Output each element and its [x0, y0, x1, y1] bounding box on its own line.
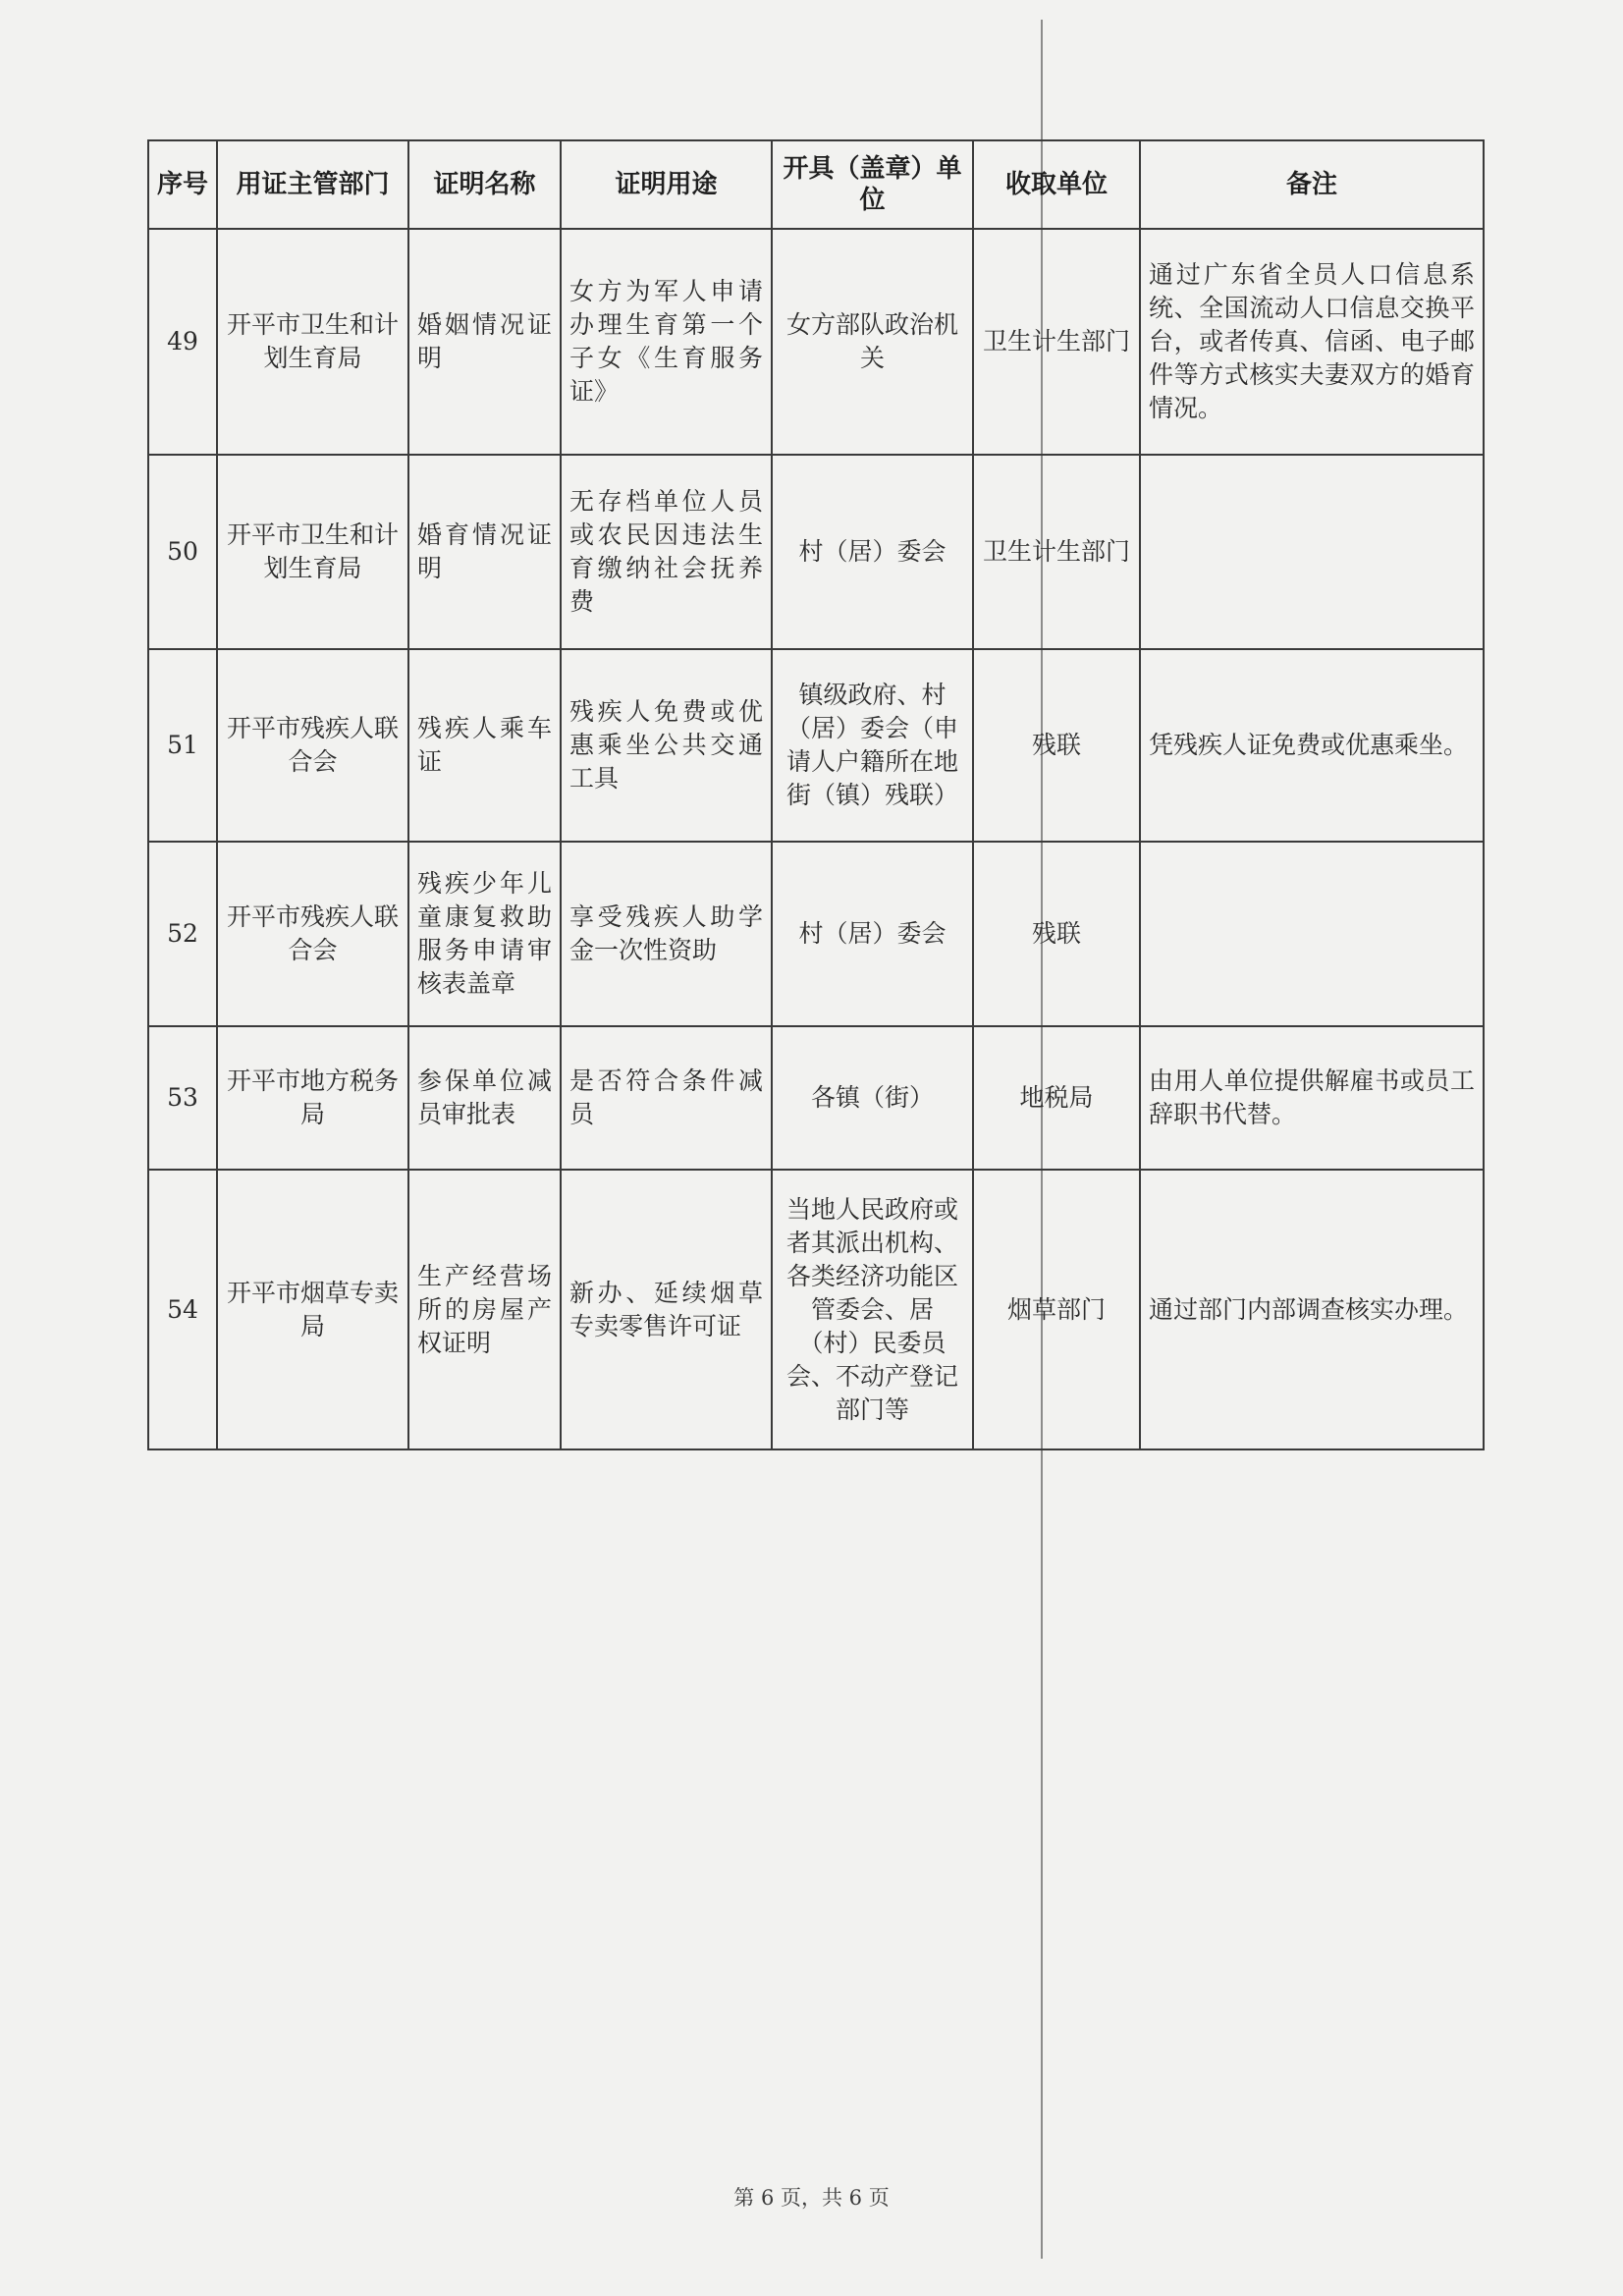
row-cert-use: 女方为军人申请办理生育第一个子女《生育服务证》 [561, 229, 772, 455]
row-collector: 残联 [973, 649, 1140, 842]
header-dept: 用证主管部门 [217, 140, 408, 229]
header-name: 证明名称 [408, 140, 561, 229]
row-cert-use: 是否符合条件减员 [561, 1026, 772, 1170]
row-cert-name: 残疾人乘车证 [408, 649, 561, 842]
row-note: 通过广东省全员人口信息系统、全国流动人口信息交换平台，或者传真、信函、电子邮件等方式核实夫妻双方的婚育情况。 [1140, 229, 1484, 455]
table-row [148, 649, 1484, 842]
row-num: 54 [148, 1170, 217, 1449]
table-row [148, 455, 1484, 649]
row-note: 由用人单位提供解雇书或员工辞职书代替。 [1140, 1026, 1484, 1170]
row-note [1140, 455, 1484, 649]
row-num: 50 [148, 455, 217, 649]
table-header-row [148, 140, 1484, 229]
table-row [148, 229, 1484, 455]
row-issuer: 当地人民政府或者其派出机构、各类经济功能区管委会、居（村）民委员会、不动产登记部门等 [772, 1170, 973, 1449]
header-collector: 收取单位 [973, 140, 1140, 229]
row-collector: 卫生计生部门 [973, 455, 1140, 649]
header-issuer: 开具（盖章）单位 [772, 140, 973, 229]
row-dept: 开平市残疾人联合会 [217, 842, 408, 1026]
certificate-table [147, 139, 1485, 1450]
row-num: 52 [148, 842, 217, 1026]
header-note: 备注 [1140, 140, 1484, 229]
row-collector: 残联 [973, 842, 1140, 1026]
row-dept: 开平市残疾人联合会 [217, 649, 408, 842]
row-collector: 地税局 [973, 1026, 1140, 1170]
row-dept: 开平市地方税务局 [217, 1026, 408, 1170]
row-issuer: 村（居）委会 [772, 455, 973, 649]
row-cert-name: 参保单位减员审批表 [408, 1026, 561, 1170]
row-cert-name: 婚姻情况证明 [408, 229, 561, 455]
row-note: 通过部门内部调查核实办理。 [1140, 1170, 1484, 1449]
row-issuer: 女方部队政治机关 [772, 229, 973, 455]
row-num: 53 [148, 1026, 217, 1170]
table-row [148, 1026, 1484, 1170]
row-note: 凭残疾人证免费或优惠乘坐。 [1140, 649, 1484, 842]
row-cert-use: 享受残疾人助学金一次性资助 [561, 842, 772, 1026]
row-num: 51 [148, 649, 217, 842]
row-num: 49 [148, 229, 217, 455]
row-dept: 开平市烟草专卖局 [217, 1170, 408, 1449]
row-cert-use: 新办、延续烟草专卖零售许可证 [561, 1170, 772, 1449]
row-note [1140, 842, 1484, 1026]
header-use: 证明用途 [561, 140, 772, 229]
row-cert-use: 无存档单位人员或农民因违法生育缴纳社会抚养费 [561, 455, 772, 649]
table-row [148, 842, 1484, 1026]
row-cert-use: 残疾人免费或优惠乘坐公共交通工具 [561, 649, 772, 842]
row-dept: 开平市卫生和计划生育局 [217, 455, 408, 649]
row-issuer: 各镇（街） [772, 1026, 973, 1170]
row-dept: 开平市卫生和计划生育局 [217, 229, 408, 455]
header-num: 序号 [148, 140, 217, 229]
row-cert-name: 婚育情况证明 [408, 455, 561, 649]
row-collector: 烟草部门 [973, 1170, 1140, 1449]
page-number: 第 6 页，共 6 页 [733, 2186, 890, 2210]
table-row [148, 1170, 1484, 1449]
row-issuer: 村（居）委会 [772, 842, 973, 1026]
row-cert-name: 生产经营场所的房屋产权证明 [408, 1170, 561, 1449]
row-collector: 卫生计生部门 [973, 229, 1140, 455]
row-issuer: 镇级政府、村（居）委会（申请人户籍所在地街（镇）残联） [772, 649, 973, 842]
row-cert-name: 残疾少年儿童康复救助服务申请审核表盖章 [408, 842, 561, 1026]
